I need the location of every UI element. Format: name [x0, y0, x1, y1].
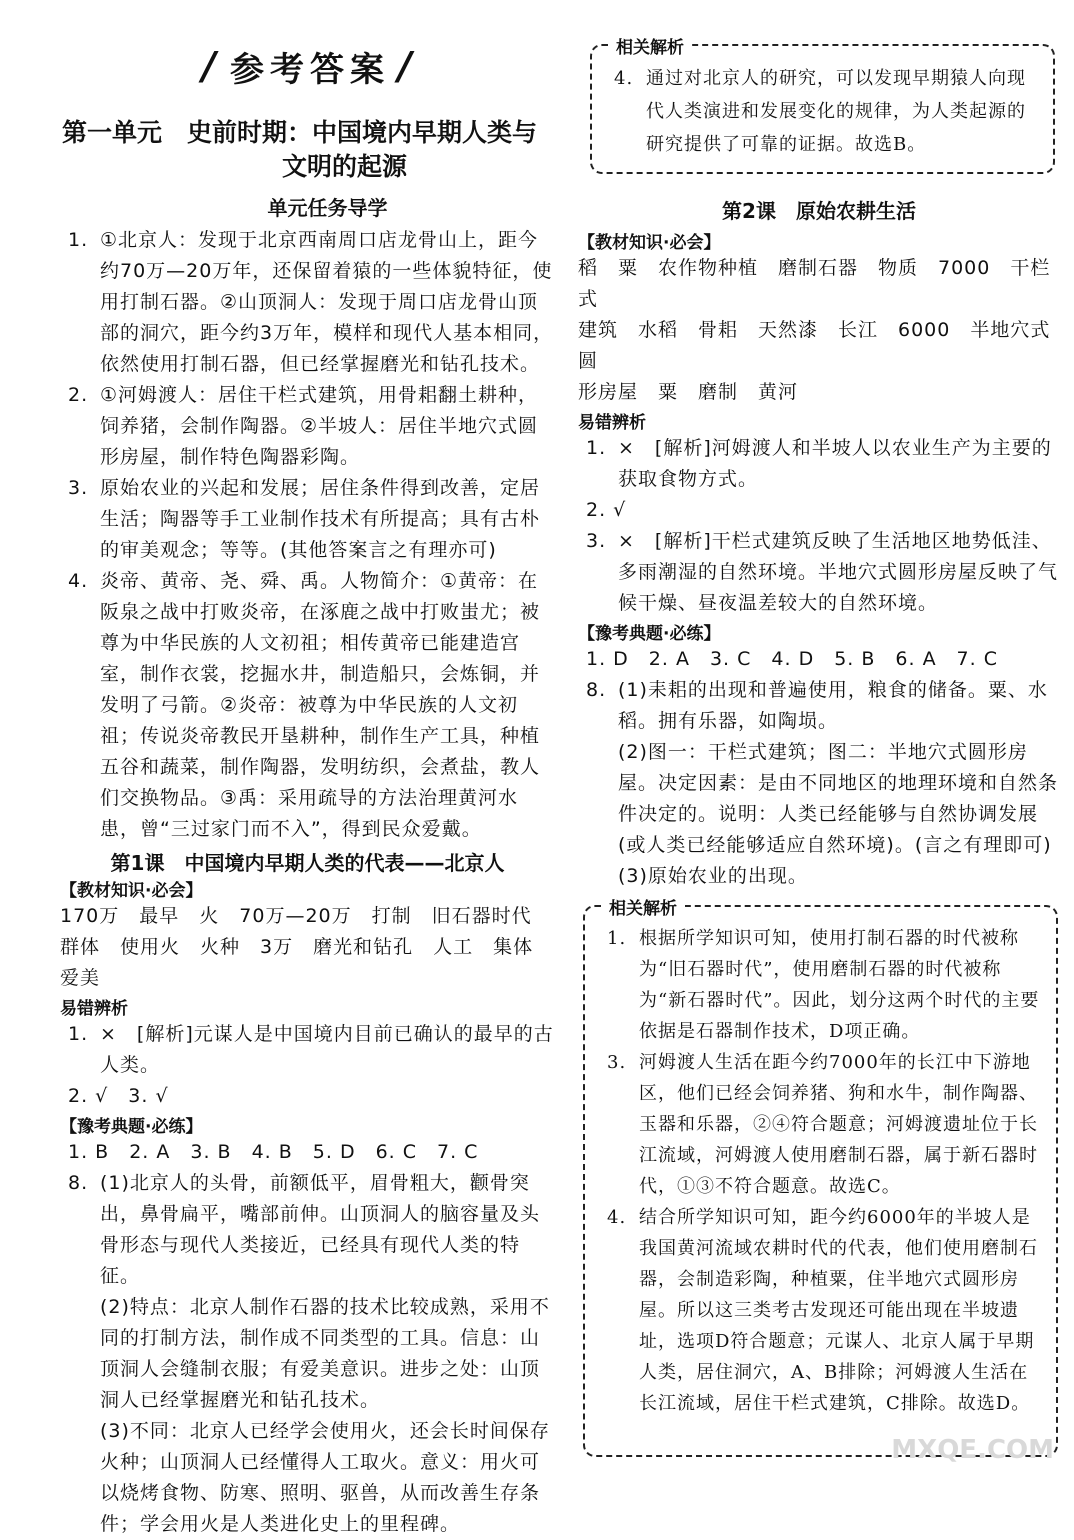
lesson2-exam-header: 【豫考典题·必练】 [578, 624, 721, 644]
error-number: 1. [586, 437, 607, 459]
related-analysis-title: 相关解析 [608, 33, 692, 58]
analysis-item-1 [599, 923, 1042, 1047]
analysis-item-3 [599, 1047, 1042, 1202]
guide-item-text: ①河姆渡人：居住干栏式建筑，用骨耜翻土耕种，饲养猪，会制作陶器。②半坡人：居住半地穴式圆形房屋，制作特色陶器彩陶。 [100, 384, 539, 468]
analysis-text: 根据所学知识可知，使用打制石器的时代被称为“旧石器时代”，使用磨制石器的时代被称为“新石器时代”。因此，划分这两个时代的主要依据是石器制作技术，D项正确。 [639, 928, 1040, 1042]
lesson1-terms-line1: 170万 最早 火 70万—20万 打制 旧石器时代 [60, 905, 532, 927]
guide-item-3 [60, 473, 555, 566]
error-number: 1. [68, 1023, 89, 1045]
analysis-number: 4. [607, 1207, 627, 1228]
lesson2-terms-line1: 稻 粟 农作物种植 磨制石器 物质 7000 干栏式 [578, 257, 1051, 310]
error-number: 3. [586, 530, 607, 552]
lesson2-errors-header: 易错辨析 [578, 413, 646, 433]
lesson2-q8 [578, 675, 1060, 737]
error-text: × [解析]干栏式建筑反映了生活地区地势低洼、多雨潮湿的自然环境。半地穴式圆形房屋反映了气候干燥、昼夜温差较大的自然环境。 [618, 530, 1059, 614]
guide-item-text: 原始农业的兴起和发展；居住条件得到改善，定居生活；陶器等手工业制作技术有所提高；具有古朴的审美观念；等等。(其他答案言之有理亦可) [100, 477, 541, 561]
lesson1-terms-line3: 爱美 [60, 967, 101, 989]
guide-item-text: 炎帝、黄帝、尧、舜、禹。人物简介：①黄帝：在阪泉之战中打败炎帝，在涿鹿之战中打败蚩尤；被尊为中华民族的人文初祖；相传黄帝已能建造宫室，制作衣裳，挖掘水井，制造船只，会炼铜，并发明了弓箭。②炎帝：被尊为中华民族的人文初祖；传说炎帝教民开垦耕种，制作生产工具，种植五谷和蔬菜，制作陶器，发明纺织，会煮盐，教人们交换物品。③禹：采用疏导的方法治理黄河水患，曾“三过家门而不入”，得到民众爱戴。 [100, 570, 541, 840]
lesson1-error-2-3: 2. √ 3. √ [68, 1085, 169, 1107]
analysis-text: 河姆渡人生活在距今约7000年的长江中下游地区，他们已经会饲养猪、狗和水牛，制作陶器、玉器和乐器，②④符合题意；河姆渡遗址位于长江流域，河姆渡人使用磨制石器，属于新石器时代，①③不符合题意。故选C。 [639, 1052, 1038, 1197]
analysis-text: 通过对北京人的研究，可以发现早期猿人向现代人类演进和发展变化的规律，为人类起源的研究提供了可靠的证据。故选B。 [646, 68, 1026, 155]
lesson2-error-1 [578, 433, 1060, 495]
guide-item-number: 3. [68, 477, 89, 499]
analysis-number: 3. [607, 1052, 627, 1073]
lesson1-error-1 [60, 1019, 555, 1081]
lesson1-exam-answers: 1. B 2. A 3. B 4. B 5. D 6. C 7. C [68, 1141, 479, 1163]
lesson1-title: 第1课 中国境内早期人类的代表——北京人 [110, 851, 505, 875]
lesson2-q8-part3: (3)原始农业的出现。 [618, 865, 808, 887]
lesson2-knowledge-header: 【教材知识·必会】 [578, 233, 721, 253]
analysis-item-4 [599, 1202, 1042, 1419]
lesson1-q8 [60, 1168, 555, 1292]
right-column [578, 195, 1060, 892]
lesson2-error-3 [578, 526, 1060, 619]
guide-title: 单元任务导学 [267, 196, 388, 220]
lesson1-q8-part3: (3)不同：北京人已经学会使用火，还会长时间保存火种；山顶洞人已经懂得人工取火。意义：用火可以烧烤食物、防寒、照明、驱兽，从而改善生存条件；学会用火是人类进化史上的里程碑。 [100, 1420, 550, 1535]
q8-part1: (1)北京人的头骨，前额低平，眉骨粗大，颧骨突出，鼻骨扁平，嘴部前伸。山顶洞人的脑容量及头骨形态与现代人类接近，已经具有现代人类的特征。 [100, 1172, 541, 1287]
lesson2-error-2: 2. √ [586, 499, 627, 521]
unit-title-line1: 第一单元 史前时期：中国境内早期人类与 [62, 118, 538, 147]
guide-item-number: 1. [68, 229, 89, 251]
lesson1-exam-header: 【豫考典题·必练】 [60, 1117, 203, 1137]
answer-key-banner [190, 44, 430, 88]
site-watermark: MXQE.COM [891, 1435, 1054, 1465]
lesson1-knowledge-header: 【教材知识·必会】 [60, 881, 203, 901]
guide-item-number: 2. [68, 384, 89, 406]
q8-number: 8. [68, 1172, 89, 1194]
unit-title [62, 116, 557, 184]
lesson1-terms-line2: 群体 使用火 火种 3万 磨光和钻孔 人工 集体 [60, 936, 534, 958]
analysis-number: 4. [614, 68, 634, 89]
guide-item-text: ①北京人：发现于北京西南周口店龙骨山上，距今约70万—20万年，还保留着猿的一些体貌特征，使用打制石器。②山顶洞人：发现于周口店龙骨山顶部的洞穴，距今约3万年，模样和现代人基本相同，依然使用打制石器，但已经掌握磨光和钻孔技术。 [100, 229, 554, 375]
q8-number: 8. [586, 679, 607, 701]
lesson2-exam-answers: 1. D 2. A 3. C 4. D 5. B 6. A 7. C [586, 648, 998, 670]
unit-title-line2: 文明的起源 [281, 152, 407, 181]
analysis-text: 结合所学知识可知，距今约6000年的半坡人是我国黄河流域农耕时代的代表，他们使用磨制石器，会制造彩陶，种植粟，住半地穴式圆形房屋。所以这三类考古发现还可能出现在半坡遗址，选项D符合题意；元谋人、北京人属于早期人类，居住洞穴，A、B排除；河姆渡人生活在长江流域，居住干栏式建筑，C排除。故选D。 [639, 1207, 1038, 1414]
guide-item-1 [60, 225, 555, 380]
related-analysis-box-1 [590, 38, 1055, 174]
banner-slash-left: / [202, 44, 222, 88]
error-text: × [解析]河姆渡人和半坡人以农业生产为主要的获取食物方式。 [618, 437, 1052, 490]
left-column [60, 192, 555, 1540]
banner-slash-right: / [398, 44, 418, 88]
error-text: × [解析]元谋人是中国境内目前已确认的最早的古人类。 [100, 1023, 554, 1076]
guide-item-number: 4. [68, 570, 89, 592]
lesson2-terms-line2: 建筑 水稻 骨耜 天然漆 长江 6000 半地穴式圆 [578, 319, 1051, 372]
lesson2-terms-line3: 形房屋 粟 磨制 黄河 [578, 381, 799, 403]
analysis-number: 1. [607, 928, 627, 949]
guide-item-4 [60, 566, 555, 845]
lesson1-q8-part2: (2)特点：北京人制作石器的技术比较成熟，采用不同的打制方法，制作成不同类型的工具。信息：山顶洞人会缝制衣服；有爱美意识。进步之处：山顶洞人已经掌握磨光和钻孔技术。 [100, 1296, 550, 1411]
banner-title: 参考答案 [230, 49, 390, 90]
q8-part1: (1)耒耜的出现和普遍使用，粮食的储备。粟、水稻。拥有乐器，如陶埙。 [618, 679, 1048, 732]
related-analysis-title: 相关解析 [601, 894, 685, 919]
lesson2-title: 第2课 原始农耕生活 [722, 199, 916, 223]
related-analysis-box-2 [583, 899, 1058, 1457]
lesson1-errors-header: 易错辨析 [60, 999, 128, 1019]
guide-item-2 [60, 380, 555, 473]
lesson2-q8-part2: (2)图一：干栏式建筑；图二：半地穴式圆形房屋。决定因素：是由不同地区的地理环境和自然条件决定的。说明：人类已经能够与自然协调发展(或人类已经能够适应自然环境)。(言之有理即可) [618, 741, 1059, 856]
analysis-item [606, 62, 1039, 161]
